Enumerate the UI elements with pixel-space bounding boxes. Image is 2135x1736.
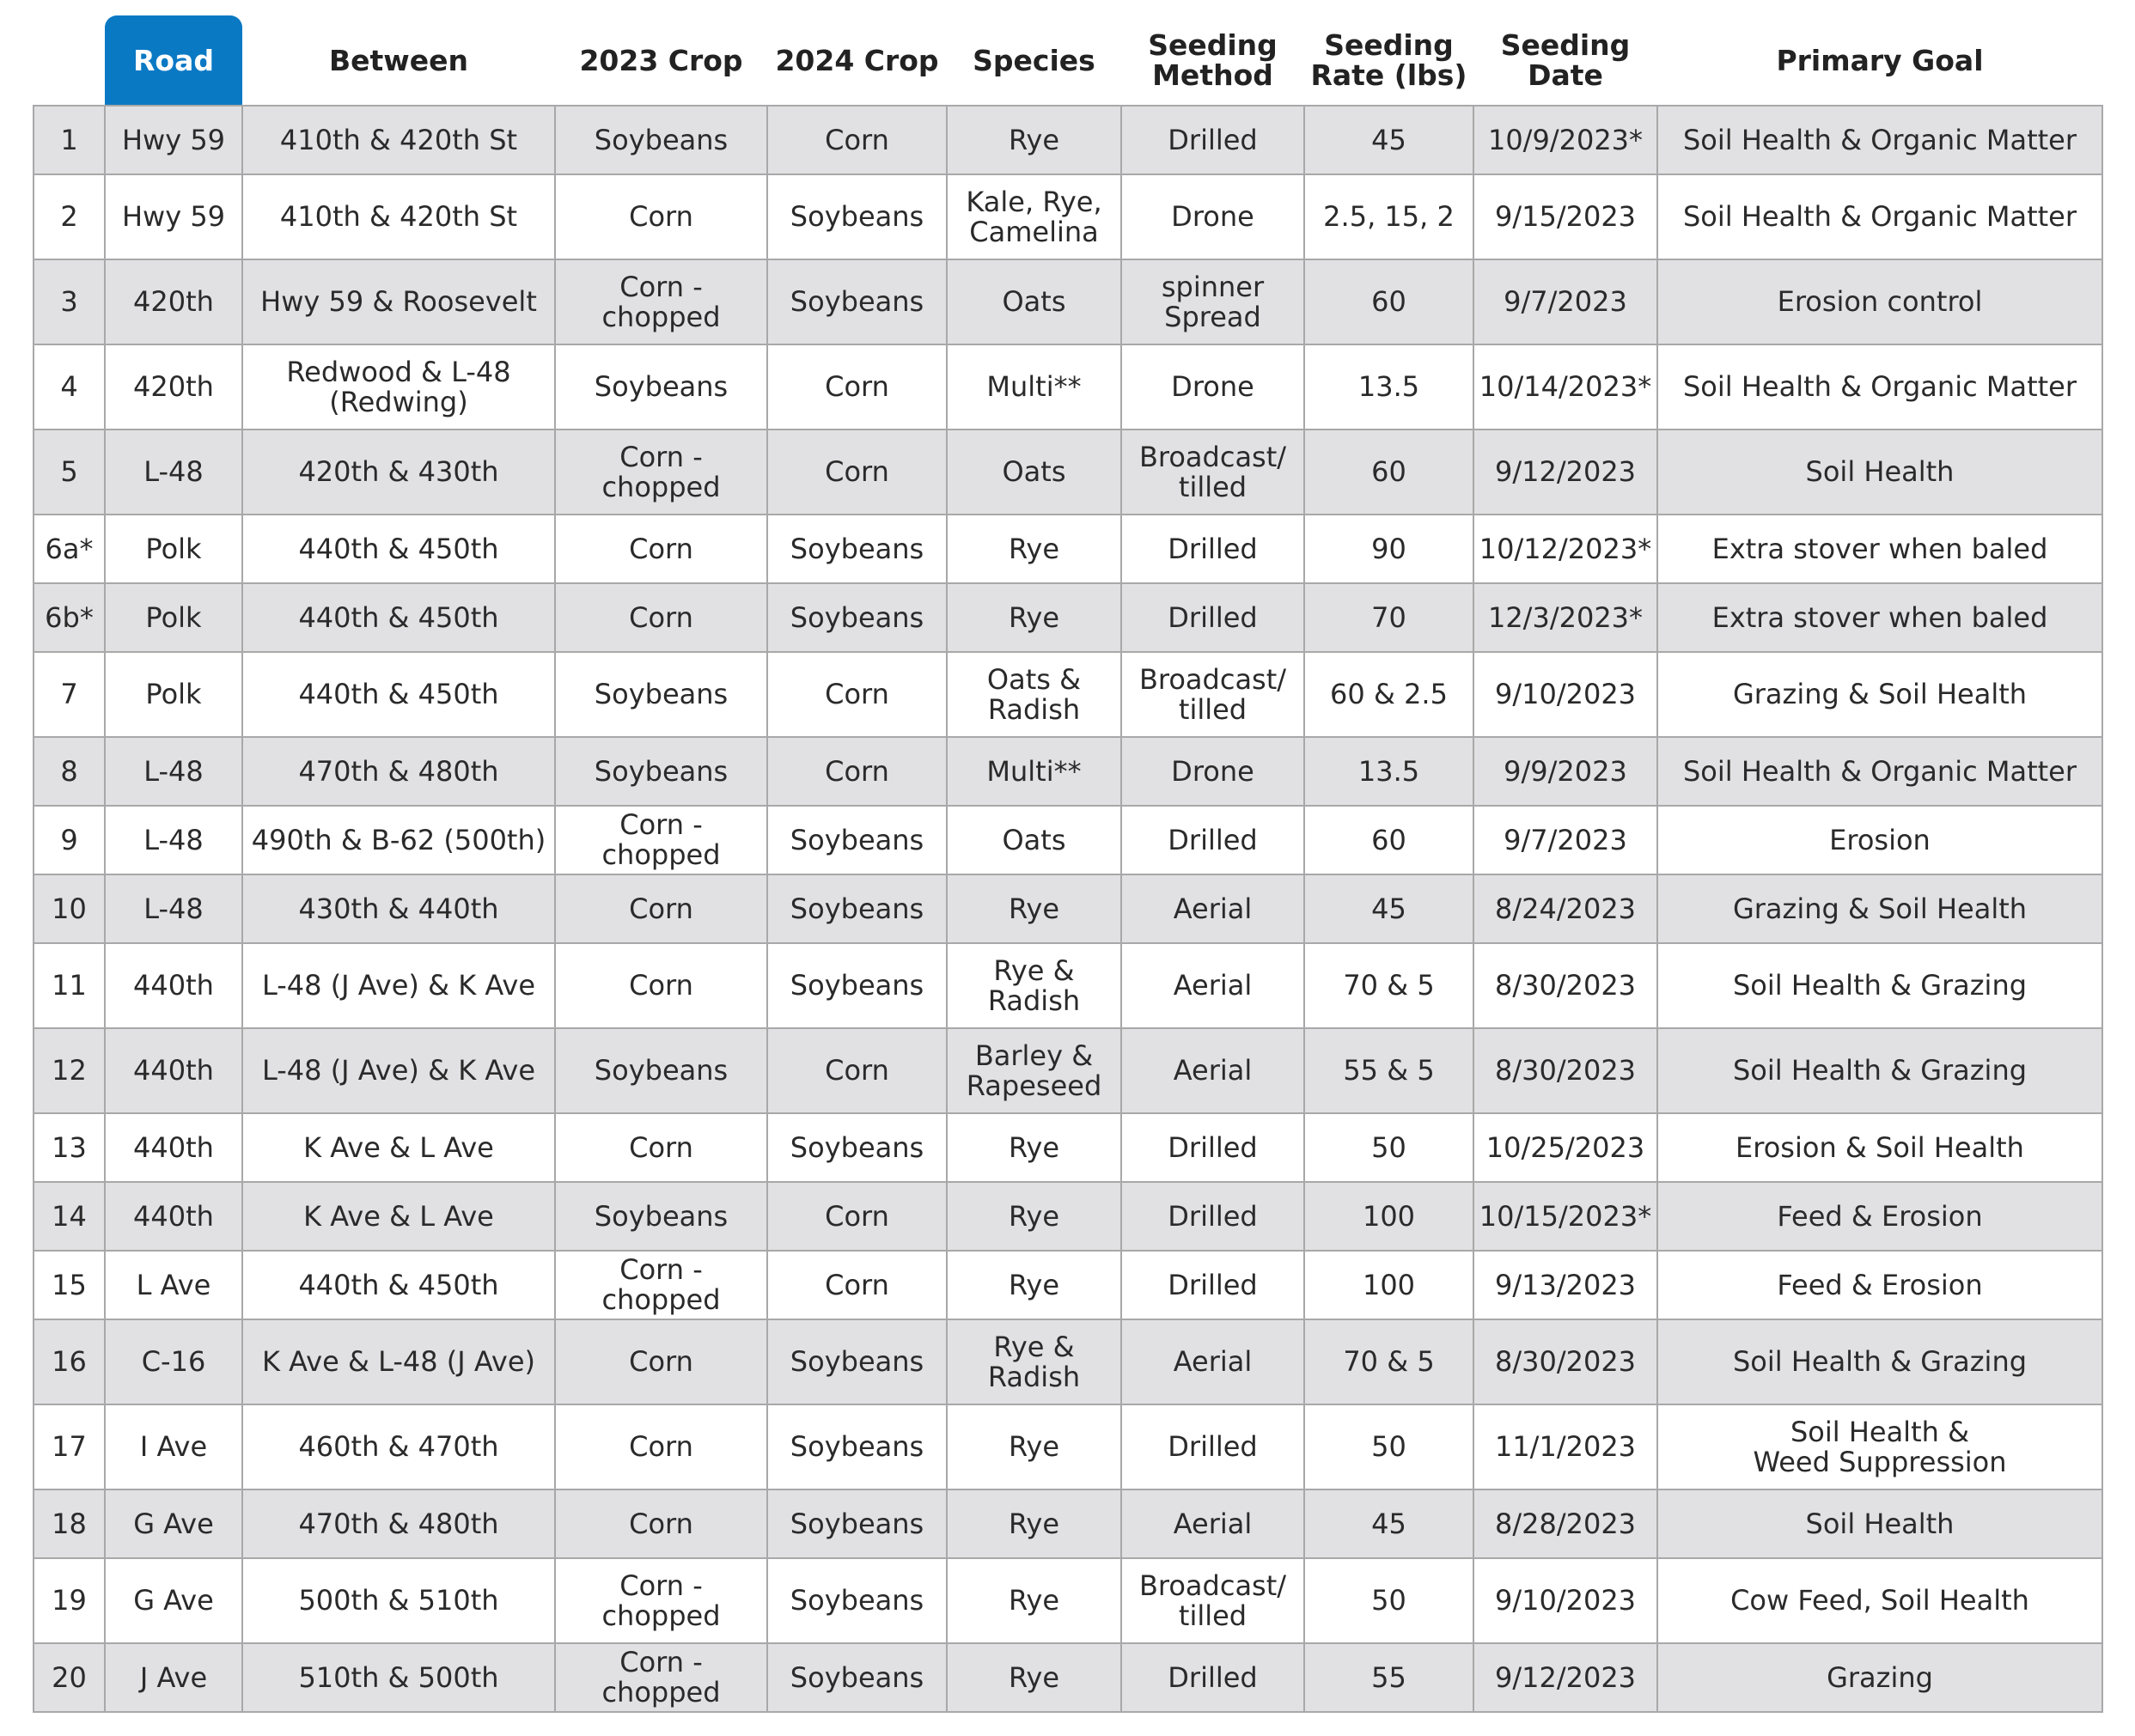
between-cell: 410th & 420th St bbox=[242, 106, 555, 174]
seeding-method-cell: Drone bbox=[1121, 344, 1304, 429]
crop-2024-cell: Corn bbox=[767, 1251, 947, 1319]
crop-2024-cell: Soybeans bbox=[767, 1404, 947, 1489]
table-row bbox=[34, 583, 2102, 652]
between-cell: 510th & 500th bbox=[242, 1643, 555, 1712]
road-cell: L-48 bbox=[105, 874, 242, 943]
seeding-method-cell: Aerial bbox=[1121, 874, 1304, 943]
primary-goal-cell: Soil Health & Grazing bbox=[1657, 1028, 2102, 1113]
header-primary-goal: Primary Goal bbox=[1657, 15, 2102, 106]
primary-goal-cell: Feed & Erosion bbox=[1657, 1182, 2102, 1251]
between-cell: 420th & 430th bbox=[242, 429, 555, 515]
header-between: Between bbox=[242, 15, 555, 106]
crop-2023-cell: Corn - chopped bbox=[555, 429, 767, 515]
header-seeding-method: Seeding Method bbox=[1121, 15, 1304, 106]
crop-2023-cell: Corn - chopped bbox=[555, 259, 767, 344]
seeding-rate-cell: 2.5, 15, 2 bbox=[1304, 174, 1473, 259]
seeding-date-cell: 10/15/2023* bbox=[1473, 1182, 1657, 1251]
field-number-cell: 11 bbox=[34, 943, 105, 1028]
crop-2023-cell: Corn bbox=[555, 874, 767, 943]
seeding-date-cell: 8/28/2023 bbox=[1473, 1489, 1657, 1558]
table-row bbox=[34, 652, 2102, 737]
table-row bbox=[34, 1489, 2102, 1558]
seeding-method-cell: Drilled bbox=[1121, 1643, 1304, 1712]
species-cell: Multi** bbox=[947, 737, 1121, 806]
seeding-date-cell: 10/12/2023* bbox=[1473, 515, 1657, 583]
between-cell: K Ave & L Ave bbox=[242, 1182, 555, 1251]
crop-2024-cell: Soybeans bbox=[767, 174, 947, 259]
crop-2023-cell: Corn bbox=[555, 1489, 767, 1558]
species-cell: Rye & Radish bbox=[947, 1319, 1121, 1404]
species-cell: Oats bbox=[947, 806, 1121, 874]
crop-2024-cell: Soybeans bbox=[767, 259, 947, 344]
crop-2023-cell: Corn - chopped bbox=[555, 1251, 767, 1319]
between-cell: 440th & 450th bbox=[242, 1251, 555, 1319]
crop-2024-cell: Soybeans bbox=[767, 583, 947, 652]
road-cell: 440th bbox=[105, 1113, 242, 1182]
field-number-cell: 6a* bbox=[34, 515, 105, 583]
seeding-date-cell: 9/12/2023 bbox=[1473, 1643, 1657, 1712]
crop-2024-cell: Soybeans bbox=[767, 874, 947, 943]
field-number-cell: 9 bbox=[34, 806, 105, 874]
table-row bbox=[34, 737, 2102, 806]
field-number-cell: 17 bbox=[34, 1404, 105, 1489]
road-cell: L-48 bbox=[105, 429, 242, 515]
seeding-rate-cell: 70 bbox=[1304, 583, 1473, 652]
crop-2023-cell: Corn bbox=[555, 174, 767, 259]
primary-goal-cell: Erosion bbox=[1657, 806, 2102, 874]
seeding-rate-cell: 60 & 2.5 bbox=[1304, 652, 1473, 737]
road-cell: G Ave bbox=[105, 1489, 242, 1558]
header-row bbox=[34, 15, 2102, 106]
field-number-cell: 14 bbox=[34, 1182, 105, 1251]
field-number-cell: 16 bbox=[34, 1319, 105, 1404]
road-cell: Polk bbox=[105, 515, 242, 583]
primary-goal-cell: Cow Feed, Soil Health bbox=[1657, 1558, 2102, 1643]
seeding-method-cell: Aerial bbox=[1121, 943, 1304, 1028]
table-row bbox=[34, 515, 2102, 583]
between-cell: 470th & 480th bbox=[242, 1489, 555, 1558]
primary-goal-cell: Extra stover when baled bbox=[1657, 515, 2102, 583]
field-number-cell: 1 bbox=[34, 106, 105, 174]
between-cell: Redwood & L-48 (Redwing) bbox=[242, 344, 555, 429]
between-cell: 460th & 470th bbox=[242, 1404, 555, 1489]
between-cell: L-48 (J Ave) & K Ave bbox=[242, 943, 555, 1028]
seeding-date-cell: 9/10/2023 bbox=[1473, 652, 1657, 737]
crop-2024-cell: Corn bbox=[767, 344, 947, 429]
seeding-method-cell: Drone bbox=[1121, 737, 1304, 806]
table-row bbox=[34, 806, 2102, 874]
seeding-rate-cell: 13.5 bbox=[1304, 737, 1473, 806]
seeding-method-cell: Broadcast/ tilled bbox=[1121, 652, 1304, 737]
crop-2023-cell: Corn - chopped bbox=[555, 1558, 767, 1643]
primary-goal-cell: Soil Health & Weed Suppression bbox=[1657, 1404, 2102, 1489]
primary-goal-cell: Grazing & Soil Health bbox=[1657, 652, 2102, 737]
table-row bbox=[34, 106, 2102, 174]
species-cell: Rye bbox=[947, 1404, 1121, 1489]
primary-goal-cell: Soil Health bbox=[1657, 1489, 2102, 1558]
crop-2024-cell: Corn bbox=[767, 1028, 947, 1113]
seeding-rate-cell: 60 bbox=[1304, 259, 1473, 344]
field-number-cell: 5 bbox=[34, 429, 105, 515]
species-cell: Rye bbox=[947, 106, 1121, 174]
crop-2024-cell: Corn bbox=[767, 1182, 947, 1251]
crop-2024-cell: Soybeans bbox=[767, 1319, 947, 1404]
seeding-method-cell: Drilled bbox=[1121, 1113, 1304, 1182]
species-cell: Rye bbox=[947, 874, 1121, 943]
table-row bbox=[34, 1319, 2102, 1404]
table-row bbox=[34, 259, 2102, 344]
field-number-cell: 20 bbox=[34, 1643, 105, 1712]
seeding-rate-cell: 45 bbox=[1304, 874, 1473, 943]
species-cell: Rye bbox=[947, 1489, 1121, 1558]
crop-2024-cell: Corn bbox=[767, 737, 947, 806]
seeding-method-cell: Drilled bbox=[1121, 1251, 1304, 1319]
species-cell: Rye bbox=[947, 515, 1121, 583]
header-seeding-date: Seeding Date bbox=[1473, 15, 1657, 106]
primary-goal-cell: Grazing & Soil Health bbox=[1657, 874, 2102, 943]
species-cell: Rye bbox=[947, 1182, 1121, 1251]
road-cell: C-16 bbox=[105, 1319, 242, 1404]
species-cell: Barley & Rapeseed bbox=[947, 1028, 1121, 1113]
seeding-method-cell: Drilled bbox=[1121, 106, 1304, 174]
road-cell: Hwy 59 bbox=[105, 174, 242, 259]
species-cell: Rye bbox=[947, 1251, 1121, 1319]
primary-goal-cell: Grazing bbox=[1657, 1643, 2102, 1712]
crop-2024-cell: Corn bbox=[767, 429, 947, 515]
primary-goal-cell: Soil Health & Organic Matter bbox=[1657, 174, 2102, 259]
seeding-date-cell: 9/13/2023 bbox=[1473, 1251, 1657, 1319]
seeding-date-cell: 9/15/2023 bbox=[1473, 174, 1657, 259]
crop-2023-cell: Soybeans bbox=[555, 344, 767, 429]
crop-2023-cell: Corn bbox=[555, 583, 767, 652]
road-cell: 420th bbox=[105, 344, 242, 429]
primary-goal-cell: Soil Health & Organic Matter bbox=[1657, 106, 2102, 174]
table-row bbox=[34, 174, 2102, 259]
header-seeding-rate: Seeding Rate (lbs) bbox=[1304, 15, 1473, 106]
primary-goal-cell: Soil Health & Grazing bbox=[1657, 943, 2102, 1028]
species-cell: Rye bbox=[947, 583, 1121, 652]
seeding-method-cell: Drilled bbox=[1121, 1182, 1304, 1251]
between-cell: 490th & B-62 (500th) bbox=[242, 806, 555, 874]
seeding-method-cell: Drilled bbox=[1121, 515, 1304, 583]
primary-goal-cell: Erosion & Soil Health bbox=[1657, 1113, 2102, 1182]
crop-2023-cell: Corn - chopped bbox=[555, 1643, 767, 1712]
crop-2024-cell: Soybeans bbox=[767, 1558, 947, 1643]
seeding-date-cell: 9/7/2023 bbox=[1473, 806, 1657, 874]
field-number-cell: 15 bbox=[34, 1251, 105, 1319]
primary-goal-cell: Feed & Erosion bbox=[1657, 1251, 2102, 1319]
seeding-rate-cell: 45 bbox=[1304, 1489, 1473, 1558]
table-row bbox=[34, 1028, 2102, 1113]
crop-2024-cell: Corn bbox=[767, 652, 947, 737]
road-cell: L-48 bbox=[105, 737, 242, 806]
crop-2023-cell: Corn bbox=[555, 1404, 767, 1489]
seeding-date-cell: 8/30/2023 bbox=[1473, 1028, 1657, 1113]
crop-2024-cell: Soybeans bbox=[767, 515, 947, 583]
crop-2023-cell: Soybeans bbox=[555, 1182, 767, 1251]
crop-2024-cell: Soybeans bbox=[767, 806, 947, 874]
seeding-rate-cell: 55 & 5 bbox=[1304, 1028, 1473, 1113]
seeding-date-cell: 10/14/2023* bbox=[1473, 344, 1657, 429]
primary-goal-cell: Soil Health & Organic Matter bbox=[1657, 737, 2102, 806]
table-row bbox=[34, 1404, 2102, 1489]
seeding-method-cell: Drilled bbox=[1121, 806, 1304, 874]
header-2023-crop: 2023 Crop bbox=[555, 15, 767, 106]
between-cell: 410th & 420th St bbox=[242, 174, 555, 259]
seeding-rate-cell: 90 bbox=[1304, 515, 1473, 583]
seeding-rate-cell: 45 bbox=[1304, 106, 1473, 174]
species-cell: Kale, Rye, Camelina bbox=[947, 174, 1121, 259]
species-cell: Rye bbox=[947, 1113, 1121, 1182]
seeding-rate-cell: 100 bbox=[1304, 1182, 1473, 1251]
table-row bbox=[34, 1643, 2102, 1712]
between-cell: L-48 (J Ave) & K Ave bbox=[242, 1028, 555, 1113]
seeding-method-cell: Aerial bbox=[1121, 1028, 1304, 1113]
between-cell: 440th & 450th bbox=[242, 583, 555, 652]
crop-2023-cell: Corn - chopped bbox=[555, 806, 767, 874]
seeding-rate-cell: 60 bbox=[1304, 806, 1473, 874]
seeding-date-cell: 9/12/2023 bbox=[1473, 429, 1657, 515]
header-road: Road bbox=[105, 15, 242, 106]
header-field-number bbox=[34, 15, 105, 106]
between-cell: 440th & 450th bbox=[242, 652, 555, 737]
table-row bbox=[34, 1113, 2102, 1182]
seeding-rate-cell: 60 bbox=[1304, 429, 1473, 515]
seeding-rate-cell: 100 bbox=[1304, 1251, 1473, 1319]
seeding-date-cell: 10/25/2023 bbox=[1473, 1113, 1657, 1182]
table-row bbox=[34, 429, 2102, 515]
crop-2024-cell: Soybeans bbox=[767, 1113, 947, 1182]
crop-2024-cell: Corn bbox=[767, 106, 947, 174]
seeding-date-cell: 12/3/2023* bbox=[1473, 583, 1657, 652]
field-number-cell: 19 bbox=[34, 1558, 105, 1643]
field-number-cell: 10 bbox=[34, 874, 105, 943]
seeding-rate-cell: 50 bbox=[1304, 1113, 1473, 1182]
crop-2023-cell: Soybeans bbox=[555, 106, 767, 174]
primary-goal-cell: Extra stover when baled bbox=[1657, 583, 2102, 652]
road-cell: Polk bbox=[105, 583, 242, 652]
seeding-method-cell: Broadcast/ tilled bbox=[1121, 1558, 1304, 1643]
crop-2023-cell: Corn bbox=[555, 1113, 767, 1182]
primary-goal-cell: Soil Health & Organic Matter bbox=[1657, 344, 2102, 429]
cover-crop-table bbox=[33, 15, 2103, 1713]
crop-2023-cell: Soybeans bbox=[555, 737, 767, 806]
seeding-method-cell: Aerial bbox=[1121, 1489, 1304, 1558]
road-cell: G Ave bbox=[105, 1558, 242, 1643]
seeding-method-cell: Drone bbox=[1121, 174, 1304, 259]
primary-goal-cell: Erosion control bbox=[1657, 259, 2102, 344]
road-cell: L-48 bbox=[105, 806, 242, 874]
primary-goal-cell: Soil Health & Grazing bbox=[1657, 1319, 2102, 1404]
table-body bbox=[34, 106, 2102, 1712]
crop-2023-cell: Corn bbox=[555, 515, 767, 583]
road-cell: 440th bbox=[105, 943, 242, 1028]
table-row bbox=[34, 874, 2102, 943]
between-cell: K Ave & L Ave bbox=[242, 1113, 555, 1182]
seeding-date-cell: 9/9/2023 bbox=[1473, 737, 1657, 806]
road-cell: L Ave bbox=[105, 1251, 242, 1319]
seeding-date-cell: 8/30/2023 bbox=[1473, 1319, 1657, 1404]
between-cell: 440th & 450th bbox=[242, 515, 555, 583]
table-row bbox=[34, 943, 2102, 1028]
field-number-cell: 12 bbox=[34, 1028, 105, 1113]
primary-goal-cell: Soil Health bbox=[1657, 429, 2102, 515]
seeding-method-cell: Drilled bbox=[1121, 583, 1304, 652]
road-cell: Polk bbox=[105, 652, 242, 737]
road-cell: 420th bbox=[105, 259, 242, 344]
field-number-cell: 18 bbox=[34, 1489, 105, 1558]
seeding-method-cell: Broadcast/ tilled bbox=[1121, 429, 1304, 515]
seeding-method-cell: Aerial bbox=[1121, 1319, 1304, 1404]
crop-2023-cell: Soybeans bbox=[555, 1028, 767, 1113]
species-cell: Rye & Radish bbox=[947, 943, 1121, 1028]
road-cell: 440th bbox=[105, 1182, 242, 1251]
crop-2023-cell: Corn bbox=[555, 943, 767, 1028]
between-cell: K Ave & L-48 (J Ave) bbox=[242, 1319, 555, 1404]
field-number-cell: 4 bbox=[34, 344, 105, 429]
species-cell: Rye bbox=[947, 1558, 1121, 1643]
seeding-rate-cell: 50 bbox=[1304, 1558, 1473, 1643]
between-cell: 470th & 480th bbox=[242, 737, 555, 806]
header-2024-crop: 2024 Crop bbox=[767, 15, 947, 106]
species-cell: Rye bbox=[947, 1643, 1121, 1712]
seeding-rate-cell: 70 & 5 bbox=[1304, 943, 1473, 1028]
field-number-cell: 2 bbox=[34, 174, 105, 259]
table-row bbox=[34, 1251, 2102, 1319]
seeding-method-cell: Drilled bbox=[1121, 1404, 1304, 1489]
species-cell: Oats & Radish bbox=[947, 652, 1121, 737]
road-cell: Hwy 59 bbox=[105, 106, 242, 174]
field-number-cell: 13 bbox=[34, 1113, 105, 1182]
field-number-cell: 3 bbox=[34, 259, 105, 344]
crop-2023-cell: Soybeans bbox=[555, 652, 767, 737]
crop-2024-cell: Soybeans bbox=[767, 1489, 947, 1558]
seeding-rate-cell: 70 & 5 bbox=[1304, 1319, 1473, 1404]
seeding-rate-cell: 13.5 bbox=[1304, 344, 1473, 429]
table-row bbox=[34, 344, 2102, 429]
field-number-cell: 7 bbox=[34, 652, 105, 737]
table-row bbox=[34, 1558, 2102, 1643]
seeding-rate-cell: 55 bbox=[1304, 1643, 1473, 1712]
road-cell: 440th bbox=[105, 1028, 242, 1113]
species-cell: Oats bbox=[947, 259, 1121, 344]
seeding-method-cell: spinner Spread bbox=[1121, 259, 1304, 344]
species-cell: Multi** bbox=[947, 344, 1121, 429]
header-species: Species bbox=[947, 15, 1121, 106]
road-cell: J Ave bbox=[105, 1643, 242, 1712]
species-cell: Oats bbox=[947, 429, 1121, 515]
seeding-date-cell: 11/1/2023 bbox=[1473, 1404, 1657, 1489]
road-cell: I Ave bbox=[105, 1404, 242, 1489]
seeding-date-cell: 8/24/2023 bbox=[1473, 874, 1657, 943]
table-row bbox=[34, 1182, 2102, 1251]
seeding-rate-cell: 50 bbox=[1304, 1404, 1473, 1489]
seeding-date-cell: 9/10/2023 bbox=[1473, 1558, 1657, 1643]
seeding-date-cell: 9/7/2023 bbox=[1473, 259, 1657, 344]
seeding-date-cell: 10/9/2023* bbox=[1473, 106, 1657, 174]
crop-2023-cell: Corn bbox=[555, 1319, 767, 1404]
crop-2024-cell: Soybeans bbox=[767, 943, 947, 1028]
crop-2024-cell: Soybeans bbox=[767, 1643, 947, 1712]
field-number-cell: 8 bbox=[34, 737, 105, 806]
cover-crop-table-container bbox=[33, 15, 2101, 1713]
between-cell: Hwy 59 & Roosevelt bbox=[242, 259, 555, 344]
between-cell: 430th & 440th bbox=[242, 874, 555, 943]
field-number-cell: 6b* bbox=[34, 583, 105, 652]
between-cell: 500th & 510th bbox=[242, 1558, 555, 1643]
seeding-date-cell: 8/30/2023 bbox=[1473, 943, 1657, 1028]
